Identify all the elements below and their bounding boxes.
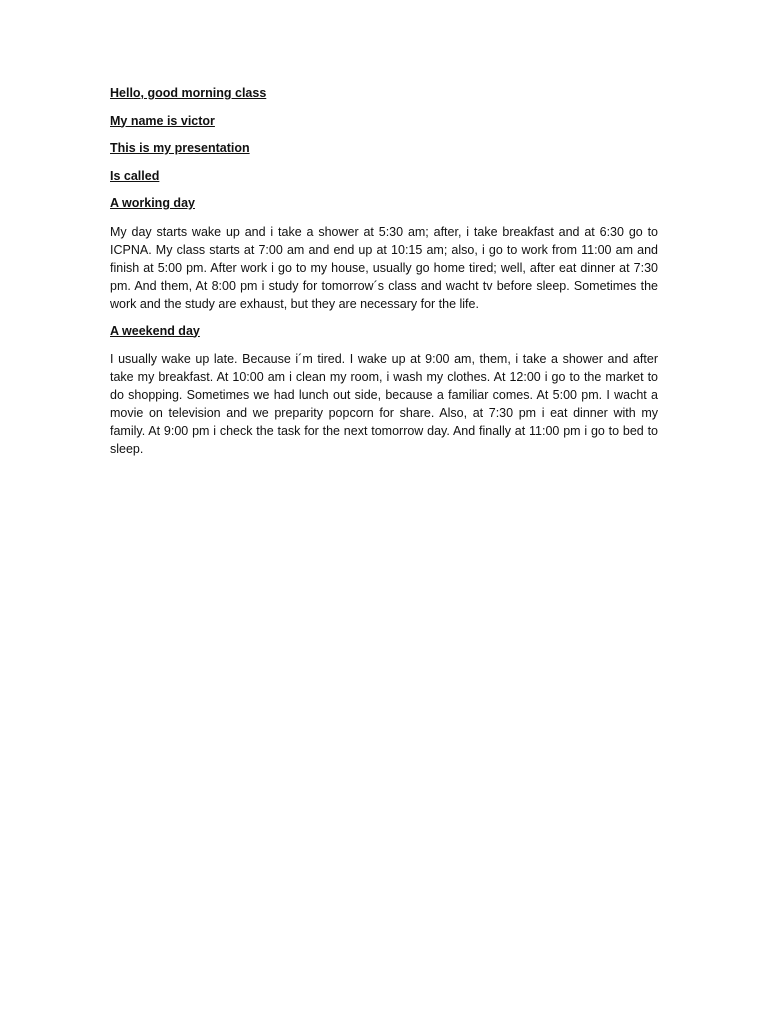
working-day-heading: A working day [110,196,195,210]
weekend-day-paragraph: I usually wake up late. Because i´m tired. I wake up at 9:00 am, them, i take a shower and after take my breakfast. At 10:00 am i clean my room, i wash my clothes. At 12:00 i go to the market to do shopping. Sometimes we had lunch out side, because a familiar comes. At 5:00 pm. I wacht a movie on television and we preparity popcorn for share. Also, at 7:30 pm i eat dinner with my family. At 9:00 pm i check the task for the next tomorrow day. And finally at 11:00 pm i go to bed to sleep. [110,352,658,456]
weekend-day-heading: A weekend day [110,323,200,338]
called-heading: Is called [110,168,160,183]
presentation-heading: This is my presentation [110,141,250,155]
document-body [110,85,658,468]
name-heading: My name is victor [110,113,215,128]
greeting-heading: Hello, good morning class [110,86,267,100]
working-day-paragraph: My day starts wake up and i take a shower at 5:30 am; after, i take breakfast and at 6:30 go to ICPNA. My class starts at 7:00 am and end up at 10:15 am; also, i go to work from 11:00 am and finish at 5:00 pm. After work i go to my house, usually go home tired; well, after eat dinner at 7:30 pm. And them, At 8:00 pm i study for tomorrow´s class and wacht tv before sleep. Sometimes the work and the study are exhaust, but they are necessary for the life. [110,224,658,311]
